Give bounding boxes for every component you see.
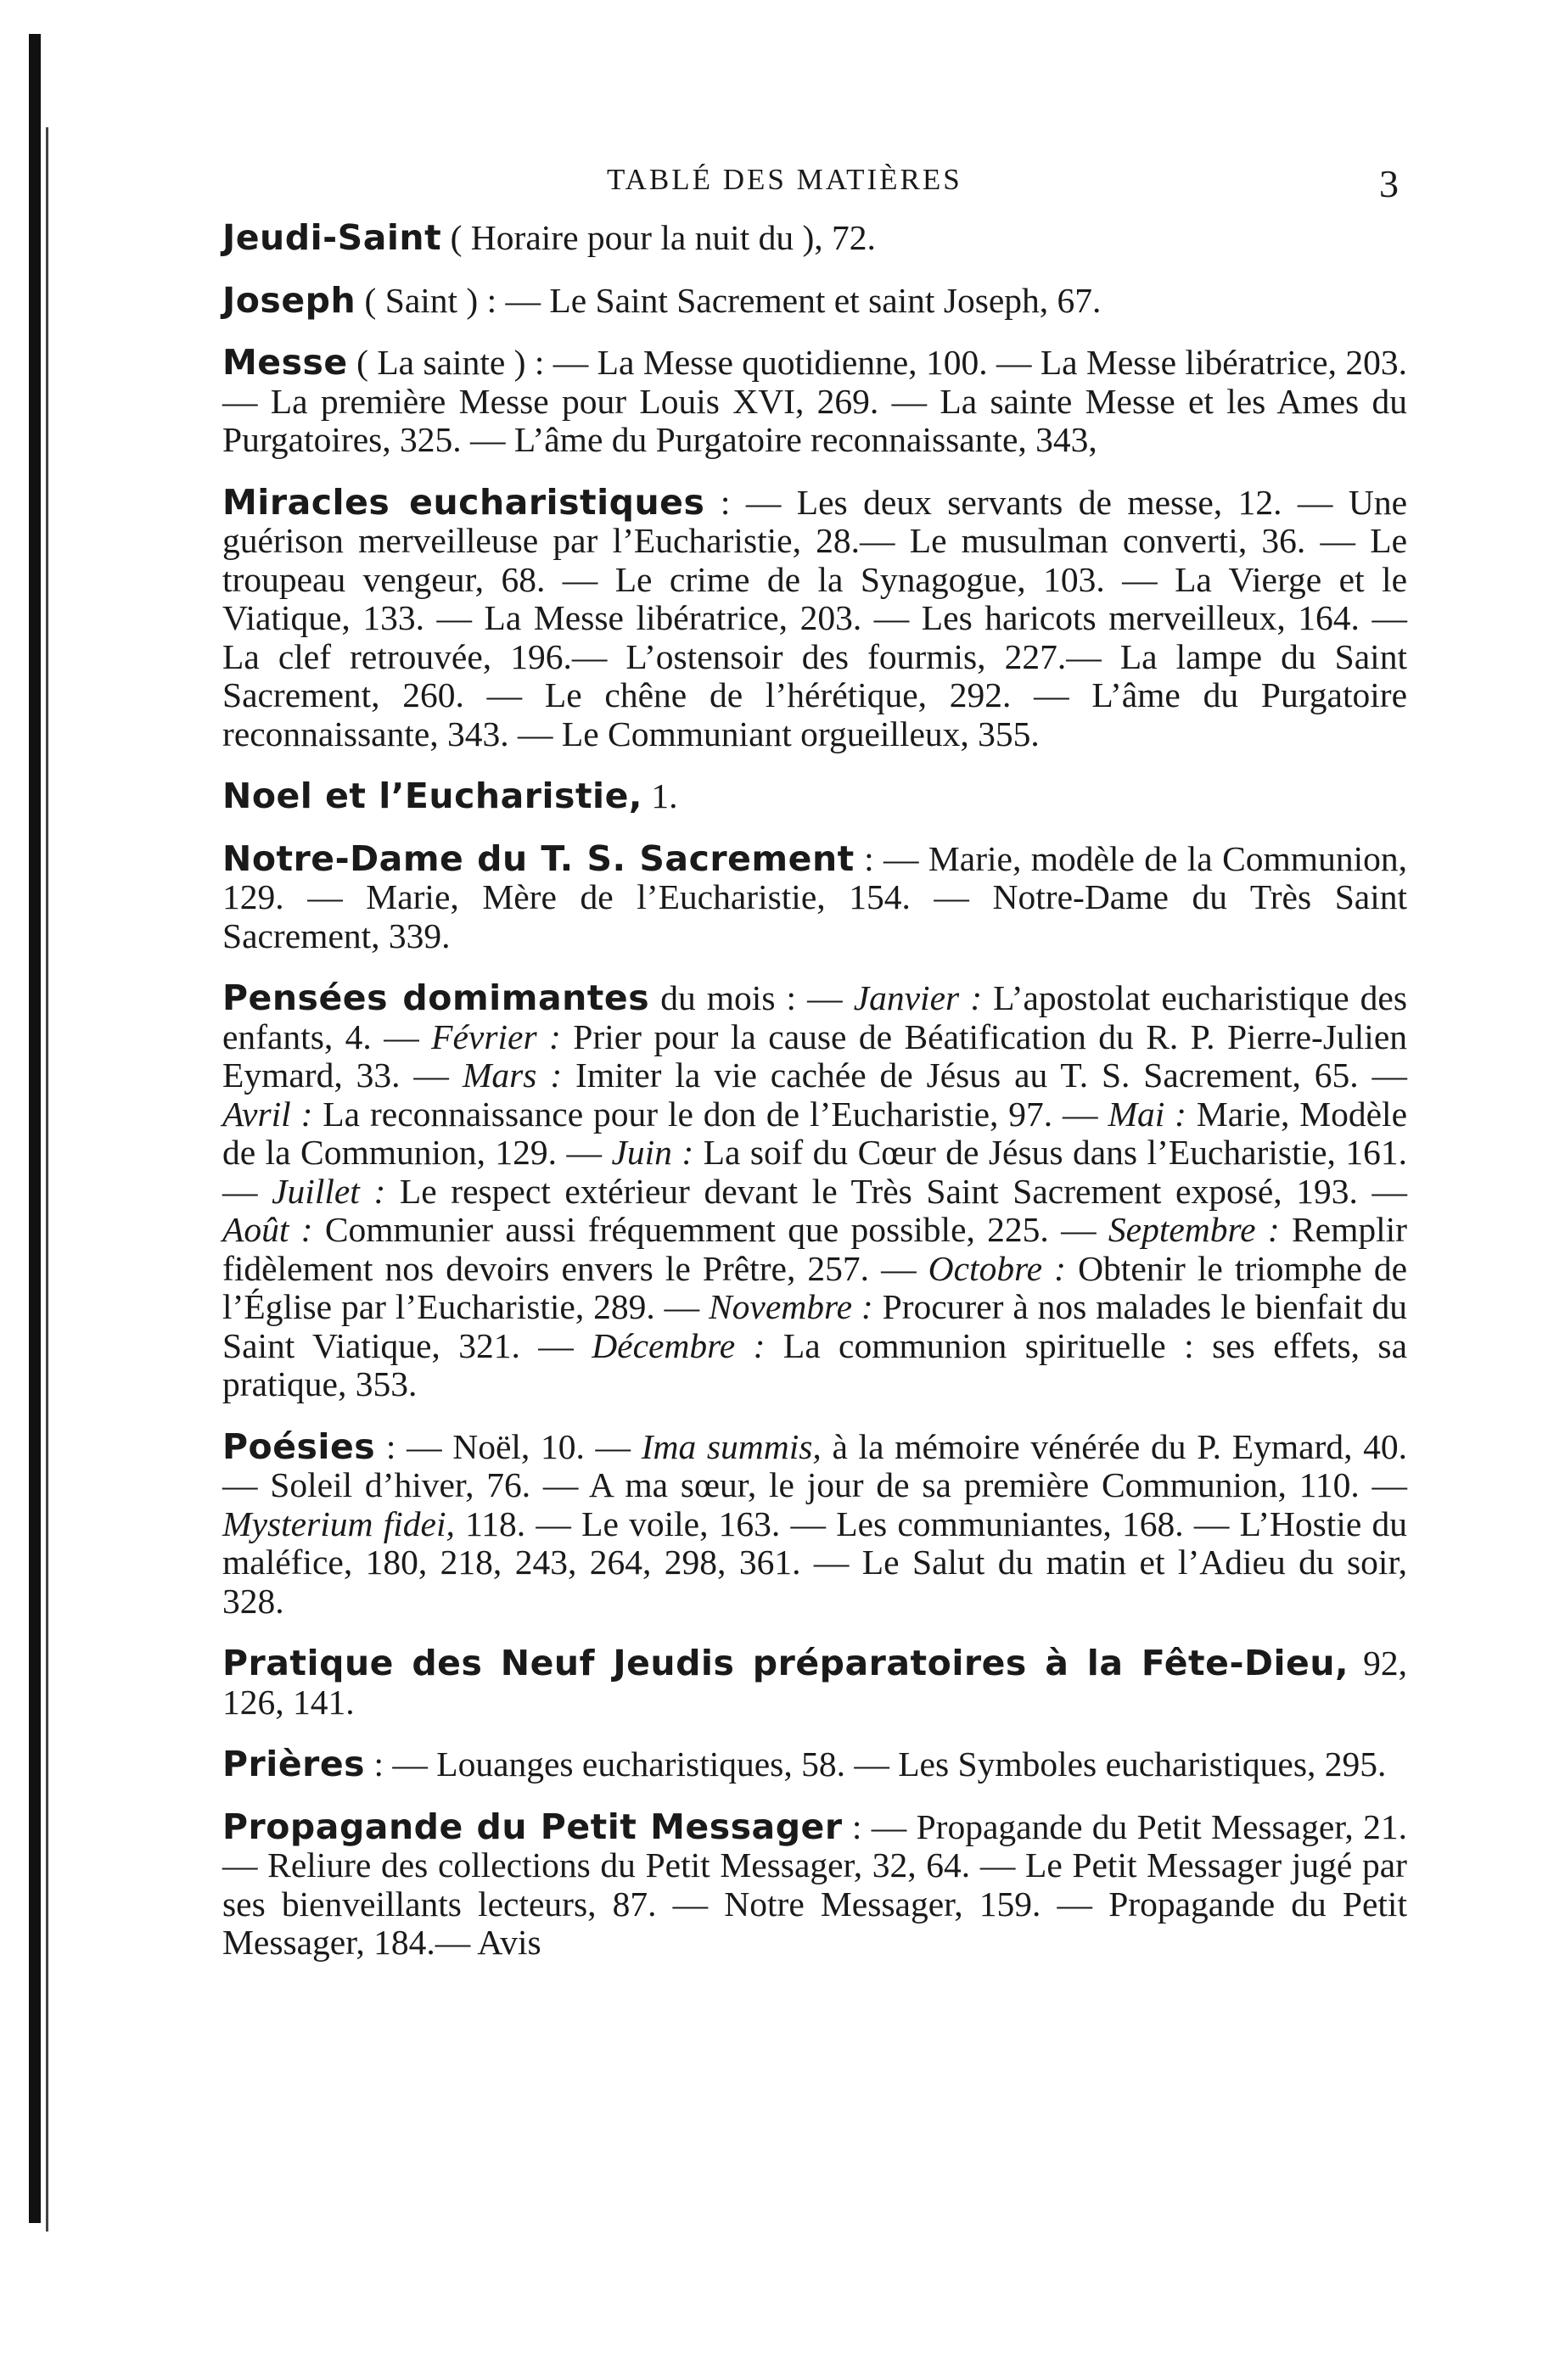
entry-heading: Propagande du Petit Messager (222, 1806, 843, 1847)
entry-heading: Pratique des Neuf Jeudis préparatoires à la Fête-Dieu, (222, 1643, 1349, 1683)
month-label: Juin : (611, 1133, 694, 1172)
entry-text: 92, 126, 141. (222, 1644, 1407, 1722)
month-label: Novembre : (709, 1287, 873, 1326)
month-text: La communion spirituelle : ses effets, sa pratique, 353. (222, 1325, 1408, 1403)
entry-heading: Messe (222, 342, 348, 383)
month-text: Marie, Modèle de la Communion, 129. — (222, 1094, 1408, 1172)
month-text: La reconnaissance pour le don de l’Eucharistie, 97. — (312, 1094, 1108, 1134)
month-label: Mars : (462, 1056, 563, 1095)
month-label: Octobre : (928, 1248, 1066, 1288)
index-entry-propagande (222, 1808, 1407, 1963)
index-entry-jeudi-saint (222, 219, 1407, 258)
month-label: Avril : (222, 1094, 313, 1134)
index-entry-messe (222, 344, 1407, 460)
month-text: Prier pour la cause de Béatification du R. P. Pierre-Julien Eymard, 33. — (222, 1016, 1408, 1095)
month-text: L’apostolat eucharistique des enfants, 4. — (222, 978, 1408, 1056)
entry-text: ( Saint ) : — Le Saint Sacrement et saint Joseph, 67. (356, 280, 1102, 320)
entry-text: : — Louanges eucharistiques, 58. — Les Symboles eucharistiques, 295. (365, 1744, 1387, 1784)
index-entry-noel (222, 777, 1407, 816)
index-entry-poesies (222, 1425, 1408, 1621)
entry-text: 1. (642, 776, 678, 815)
month-label: Décembre : (592, 1325, 766, 1365)
entry-text: ( Horaire pour la nuit du ), 72. (441, 218, 876, 257)
month-label: Mai : (1108, 1094, 1186, 1134)
page-binding-edge (29, 34, 41, 2223)
month-label: Janvier : (853, 978, 983, 1017)
month-label: Février : (431, 1016, 561, 1056)
entry-text: : — Noël, 10. — (375, 1426, 642, 1466)
index-entry-pratique (222, 1644, 1407, 1722)
entry-heading: Jeudi-Saint (222, 217, 442, 258)
page-number: 3 (1379, 162, 1399, 205)
entry-text: 118. — Le voile, 163. — Les communiantes, 168. — L’Hostie du maléfice, 180, 218, 243, 264, 298, 361. — Le Salut du matin et l’Adieu du soir, 328. (222, 1504, 1408, 1621)
month-text: Imiter la vie cachée de Jésus au T. S. Sacrement, 65. — (562, 1056, 1407, 1095)
poem-title: Ima summis, (641, 1426, 822, 1466)
entry-heading: Joseph (222, 279, 356, 321)
poem-title: Mysterium fidei, (222, 1504, 455, 1543)
index-entry-notre-dame (222, 837, 1407, 956)
entry-text: du mois : — (649, 978, 854, 1017)
entry-heading: Pensées domimantes (222, 977, 650, 1018)
entry-text: : — Les deux servants de messe, 12. — Une guérison merveilleuse par l’Eucharistie, 28.— Le musulman converti, 36. — Le troupeau vengeur, 68. — Le crime de la Synagogue, 103. — La Vierge et le Viatique, 133. — La Messe libératrice, 203. — Les haricots merveilleux, 164. — La clef retrouvée, 196.— L’ostensoir des fourmis, 227.— La lampe du Saint Sacrement, 260. — Le chêne de l’hérétique, 292. — L’âme du Purgatoire reconnaissante, 343. — Le Communiant orgueilleux, 355. (222, 482, 1407, 753)
entry-heading: Notre-Dame du T. S. Sacrement (222, 837, 855, 879)
running-title: TABLÉ DES MATIÈRES (607, 163, 962, 196)
index-entry-miracles (222, 481, 1407, 754)
month-label: Septembre : (1108, 1210, 1280, 1249)
month-text: Procurer à nos malades le bienfait du Saint Viatique, 321. — (222, 1287, 1408, 1365)
index-entries (222, 219, 1407, 1986)
entry-text: ( La sainte ) : — La Messe quotidienne, 100. — La Messe libératrice, 203. — La première Messe pour Louis XVI, 269. — La sainte Messe et les Ames du Purgatoires, 325. — L’âme du Purgatoire reconnaissante, 343, (222, 343, 1407, 459)
entry-heading: Noel et l’Eucharistie, (222, 776, 642, 816)
entry-heading: Miracles eucharistiques (222, 481, 705, 523)
entry-text: : — Marie, modèle de la Communion, 129. — Marie, Mère de l’Eucharistie, 154. — Notre-Dame du Très Saint Sacrement, 339. (222, 838, 1407, 955)
entry-heading: Poésies (222, 1425, 376, 1467)
index-entry-joseph (222, 279, 1407, 321)
page-binding-line (46, 127, 48, 2232)
month-text: Obtenir le triomphe de l’Église par l’Eucharistie, 289. — (222, 1248, 1407, 1326)
entry-text: : — Propagande du Petit Messager, 21. — Reliure des collections du Petit Messager, 32, 64. — Le Petit Messager jugé par ses bienveillants lecteurs, 87. — Notre Messager, 159. — Propagande du Petit Messager, 184.— Avis (222, 1806, 1407, 1962)
month-label: Juillet : (272, 1171, 386, 1211)
entry-heading: Prières (222, 1744, 366, 1784)
month-text: Remplir fidèlement nos devoirs envers le Prêtre, 257. — (222, 1210, 1407, 1288)
page-header (0, 163, 1565, 214)
month-text: Le respect extérieur devant le Très Saint Sacrement exposé, 193. — (385, 1171, 1408, 1211)
month-text: Communier aussi fréquemment que possible, 225. — (312, 1210, 1108, 1249)
index-entry-pensees (222, 979, 1407, 1404)
index-entry-prieres (222, 1745, 1407, 1784)
month-text: La soif du Cœur de Jésus dans l’Eucharistie, 161. — (222, 1133, 1407, 1211)
entry-text: à la mémoire vénérée du P. Eymard, 40. — Soleil d’hiver, 76. — A ma sœur, le jour de sa première Communion, 110. — (222, 1426, 1408, 1504)
month-label: Août : (222, 1210, 313, 1249)
